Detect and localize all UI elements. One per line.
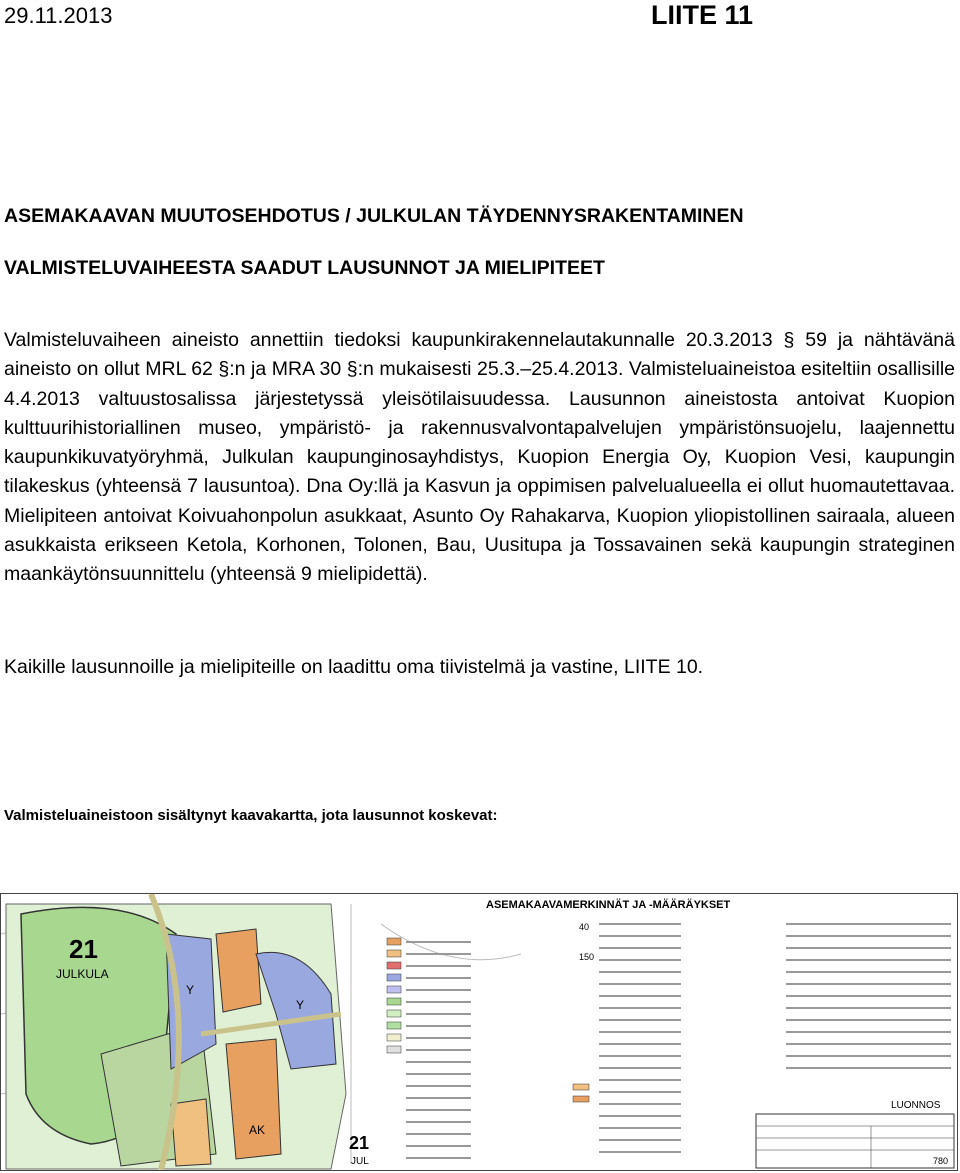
map-caption: Valmisteluaineistoon sisältynyt kaavakartta, jota lausunnot koskevat:: [4, 807, 498, 824]
document-date: 29.11.2013: [4, 3, 113, 28]
attachment-label: LIITE 11: [651, 0, 754, 30]
legend-number: 150: [579, 952, 595, 962]
sheet-status-label: LUONNOS: [891, 1100, 941, 1111]
bottom-number-label: 21: [349, 1133, 370, 1153]
zone-code-label: Y: [296, 998, 305, 1012]
title-block: [756, 1114, 954, 1168]
district-name-label: JULKULA: [56, 967, 109, 981]
summary-line: Kaikille lausunnoille ja mielipiteille on laadittu oma tiivistelmä ja vastine, LIITE 10.: [4, 656, 704, 678]
district-number-label: 21: [69, 934, 98, 964]
legend-title: ASEMAKAAVAMERKINNÄT JA -MÄÄRÄYKSET: [486, 899, 731, 911]
body-paragraph: Valmisteluvaiheen aineisto annettiin tiedoksi kaupunkirakennelautakunnalle 20.3.2013 § 59 ja nähtävänä aineisto on ollut MRL 62 §:n ja MRA 30 §:n mukaisesti 25.3.–25.4.2013. Valmisteluaineistoa esiteltiin osallisille 4.4.2013 valtuustosalissa järjestetyssä yleisötilaisuudessa. Lausunnon aineistosta antoivat Kuopion kulttuurihistoriallinen museo, ympäristö- ja rakennusvalvontapalvelujen ympäristönsuojelu, laajennettu kaupunkikuvatyöryhmä, Julkulan kaupunginosayhdistys, Kuopion Energia Oy, Kuopion Vesi, kaupungin tilakeskus (yhteensä 7 lausuntoa). Dna Oy:llä ja Kasvun ja oppimisen palvelualueella ei ollut huomautettavaa. Mielipiteen antoivat Koivuahonpolun asukkaat, Asunto Oy Rahakarva, Kuopion yliopistollinen sairaala, alueen asukkaista erikseen Ketola, Korhonen, Tolonen, Bau, Uusitupa ja Tossavainen sekä kaupungin strateginen maankäytönsuunnittelu (yhteensä 9 mielipidettä).: [4, 329, 955, 586]
drawing-number-label: 780: [933, 1156, 949, 1166]
legend-column-1: [387, 938, 401, 1053]
zone-code-label: AK: [249, 1123, 266, 1137]
zoning-map-drawing: [1, 894, 957, 1170]
legend-number: 40: [579, 922, 590, 932]
zoning-map-image: [0, 893, 958, 1171]
document-title: ASEMAKAAVAN MUUTOSEHDOTUS / JULKULAN TÄYDENNYSRAKENTAMINEN: [4, 205, 744, 227]
document-subtitle: VALMISTELUVAIHEESTA SAADUT LAUSUNNOT JA MIELIPITEET: [4, 257, 605, 279]
bottom-name-label: JUL: [351, 1156, 369, 1167]
zone-code-label: Y: [186, 983, 195, 997]
